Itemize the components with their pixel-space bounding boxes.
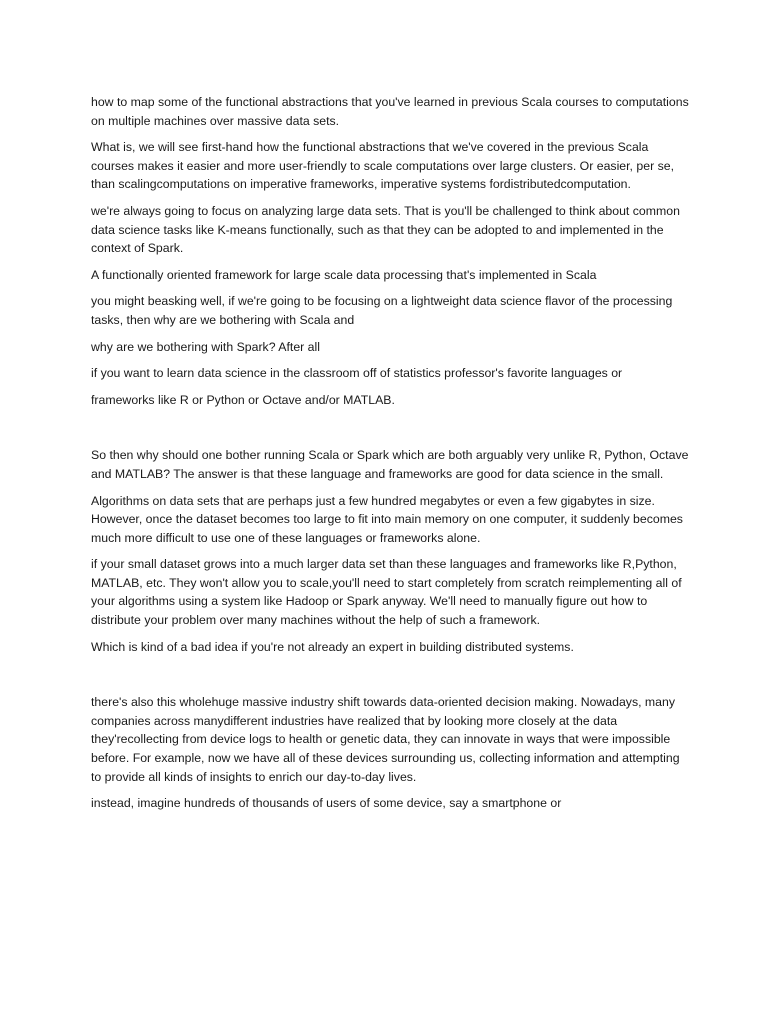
paragraph: instead, imagine hundreds of thousands of users of some device, say a smartphone or <box>91 796 562 811</box>
paragraph: we're always going to focus on analyzing large data sets. That is you'll be challenged to think about common data science tasks like K-means functionally, such as that they can be adopted to and implemented in the context of Spark. <box>91 203 680 256</box>
document-body <box>91 93 691 821</box>
paragraph: Algorithms on data sets that are perhaps just a few hundred megabytes or even a few gigabytes in size. However, once the dataset becomes too large to fit into main memory on one computer, it suddenly becomes much more difficult to use one of these languages or frameworks alone. <box>91 493 683 545</box>
paragraph: if your small dataset grows into a much larger data set than these languages and frameworks like R,Python, MATLAB, etc. They won't allow you to scale,you'll need to start completely from scratch reimplementing all of your algorithms using a system like Hadoop or Spark anyway. We'll need to manually figure out how to distribute your problem over many machines without the help of such a framework. <box>91 557 682 628</box>
paragraph: there's also this wholehuge massive industry shift towards data-oriented decision making. Nowadays, many companies across manydifferent industries have realized that by looking more closely at the data they'recollecting from device logs to health or genetic data, they can innovate in ways that were impossible before. For example, now we have all of these devices surrounding us, collecting information and attempting to provide all kinds of insights to enrich our day-to-day lives. <box>91 695 680 784</box>
paragraph: why are we bothering with Spark? After all <box>91 339 320 354</box>
paragraph: So then why should one bother running Scala or Spark which are both arguably very unlike R, Python, Octave and MATLAB? The answer is that these language and frameworks are good for data science in the small. <box>91 448 689 481</box>
paragraph: A functionally oriented framework for large scale data processing that's implemented in Scala <box>91 267 597 282</box>
paragraph: Which is kind of a bad idea if you're not already an expert in building distributed systems. <box>91 639 574 654</box>
paragraph: how to map some of the functional abstractions that you've learned in previous Scala courses to computations on multiple machines over massive data sets. <box>91 95 689 128</box>
paragraph: you might beasking well, if we're going to be focusing on a lightweight data science flavor of the processing tasks, then why are we bothering with Scala and <box>91 294 673 327</box>
paragraph: What is, we will see first-hand how the functional abstractions that we've covered in the previous Scala courses makes it easier and more user-friendly to scale computations over large clusters. Or easier, per se, than scalingcomputations on imperative frameworks, imperative systems fordistributedcomputation. <box>91 140 674 192</box>
paragraph: if you want to learn data science in the classroom off of statistics professor's favorite languages or <box>91 366 623 381</box>
paragraph: frameworks like R or Python or Octave and/or MATLAB. <box>91 392 395 407</box>
